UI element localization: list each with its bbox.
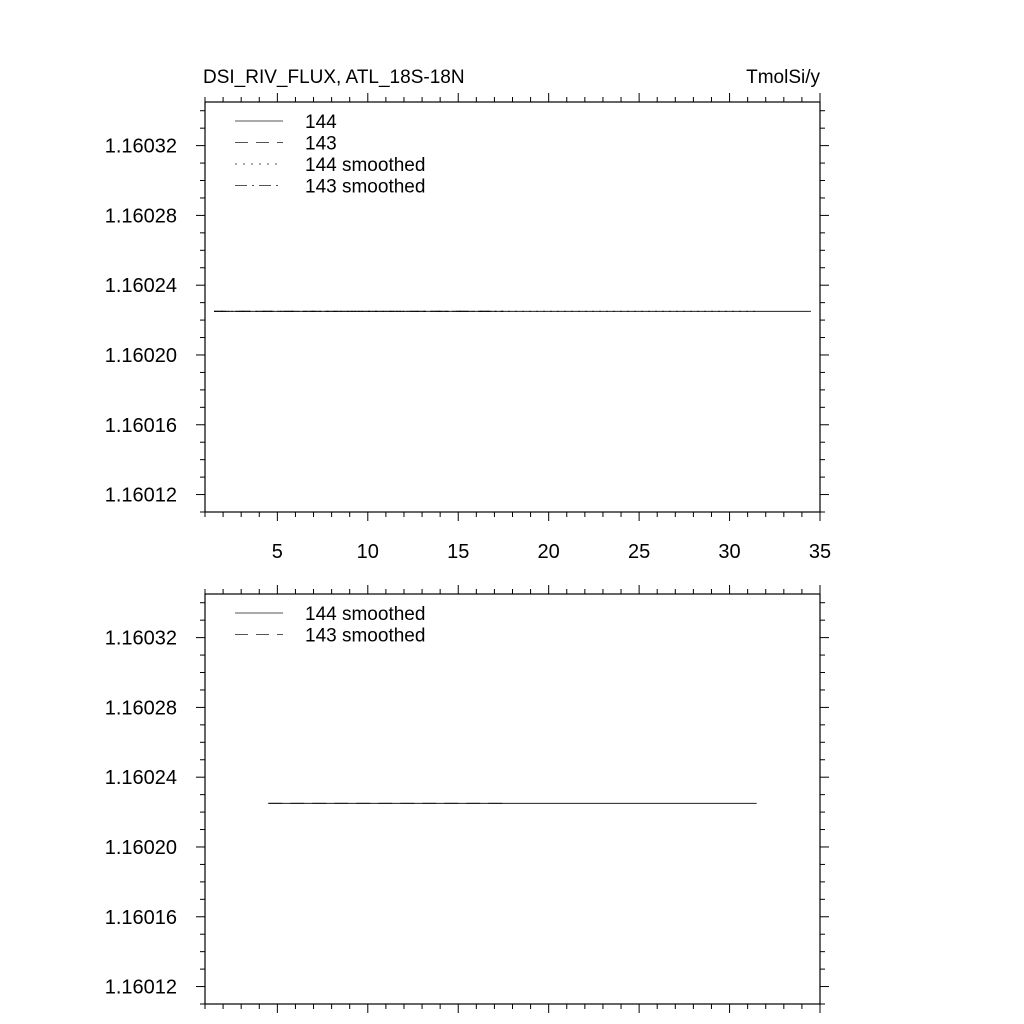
x-tick-label: 10 [356, 541, 379, 563]
y-tick-label: 1.16016 [104, 414, 177, 437]
y-tick-label: 1.16032 [104, 135, 177, 158]
plot-panels [105, 93, 831, 1013]
legend-label: 143 smoothed [305, 176, 426, 198]
y-tick-label: 1.16020 [104, 836, 177, 859]
x-tick-label: 20 [537, 541, 560, 563]
legend-label: 144 smoothed [305, 155, 426, 176]
y-tick-label: 1.16016 [104, 906, 177, 929]
y-tick-label: 1.16024 [104, 767, 177, 790]
y-tick-label: 1.16020 [104, 344, 177, 367]
y-tick-label: 1.16028 [104, 205, 177, 228]
legend-label: 143 smoothed [305, 625, 426, 647]
x-tick-label: 30 [718, 541, 741, 563]
plot-panel-2 [105, 585, 829, 1013]
x-tick-label: 35 [808, 541, 832, 563]
y-tick-label: 1.16028 [104, 697, 177, 720]
y-tick-label: 1.16032 [104, 627, 177, 650]
plot-frame [205, 102, 820, 512]
legend-label: 144 smoothed [305, 604, 426, 625]
legend-label: 144 [305, 112, 337, 133]
plot-panel-1 [105, 93, 831, 563]
legend-label: 143 [305, 133, 337, 155]
plot-frame [205, 594, 820, 1004]
y-tick-label: 1.16024 [104, 275, 177, 298]
x-tick-label: 5 [271, 541, 283, 563]
y-tick-label: 1.16012 [104, 484, 177, 507]
x-tick-label: 15 [447, 541, 470, 563]
y-tick-label: 1.16012 [104, 976, 177, 999]
x-tick-label: 25 [627, 541, 651, 563]
chart-units: TmolSi/y [746, 67, 820, 88]
chart-title: DSI_RIV_FLUX, ATL_18S-18N [203, 67, 465, 88]
